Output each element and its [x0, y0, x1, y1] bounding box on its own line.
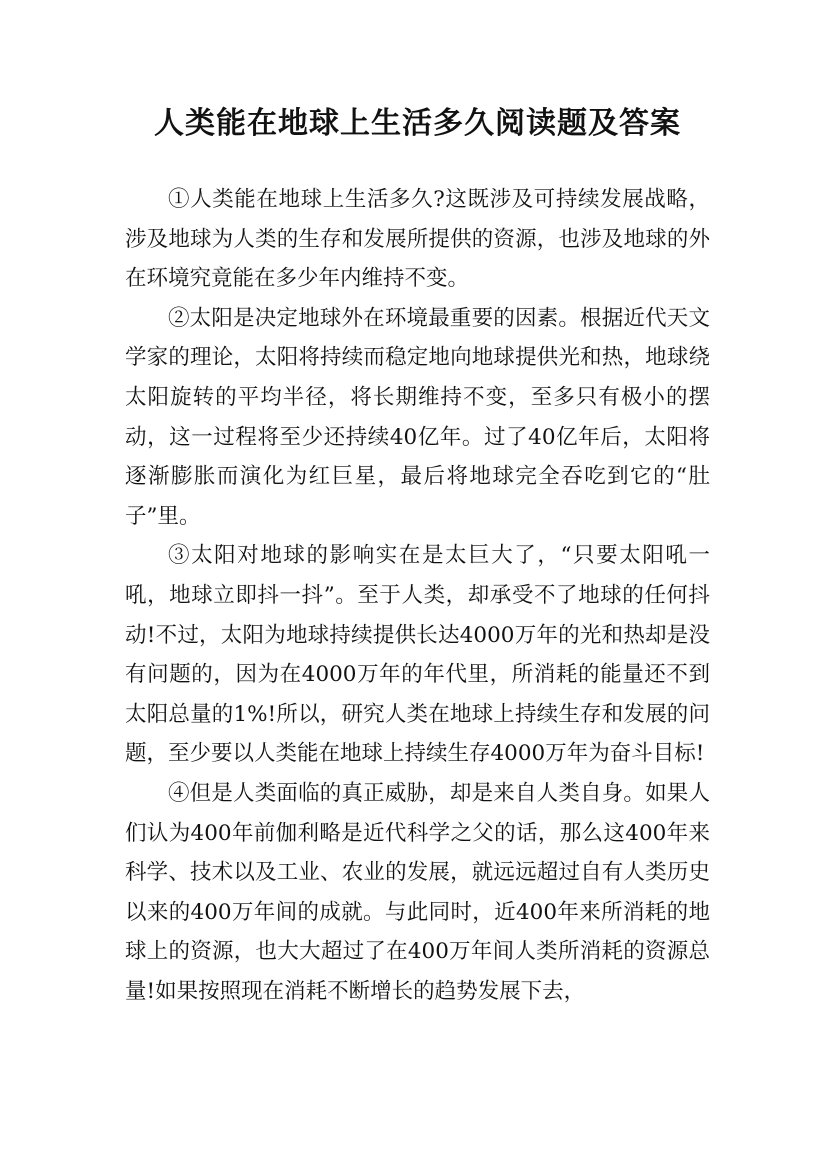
document-body	[125, 180, 710, 1011]
paragraph-2: ②太阳是决定地球外在环境最重要的因素。根据近代天文学家的理论，太阳将持续而稳定地向地球提供光和热，地球绕太阳旋转的平均半径，将长期维持不变，至多只有极小的摆动，这一过程将至少还持续40亿年。过了40亿年后，太阳将逐渐膨胀而演化为红巨星，最后将地球完全吞吃到它的“肚子”里。	[125, 305, 710, 529]
paragraph-1: ①人类能在地球上生活多久?这既涉及可持续发展战略，涉及地球为人类的生存和发展所提供的资源，也涉及地球的外在环境究竟能在多少年内维持不变。	[125, 187, 710, 292]
document-title: 人类能在地球上生活多久阅读题及答案	[154, 106, 681, 141]
paragraph-3: ③太阳对地球的影响实在是太巨大了，“只要太阳吼一吼，地球立即抖一抖”。至于人类，却承受不了地球的任何抖动!不过，太阳为地球持续提供长达4000万年的光和热却是没有问题的，因为在4000万年的年代里，所消耗的能量还不到太阳总量的1%!所以，研究人类在地球上持续生存和发展的问题，至少要以人类能在地球上持续生存4000万年为奋斗目标!	[125, 543, 710, 767]
paragraph-4: ④但是人类面临的真正威胁，却是来自人类自身。如果人们认为400年前伽利略是近代科学之父的话，那么这400年来科学、技术以及工业、农业的发展，就远远超过自有人类历史以来的400万年间的成就。与此同时，近400年来所消耗的地球上的资源，也大大超过了在400万年间人类所消耗的资源总量!如果按照现在消耗不断增长的趋势发展下去，	[125, 780, 710, 1004]
